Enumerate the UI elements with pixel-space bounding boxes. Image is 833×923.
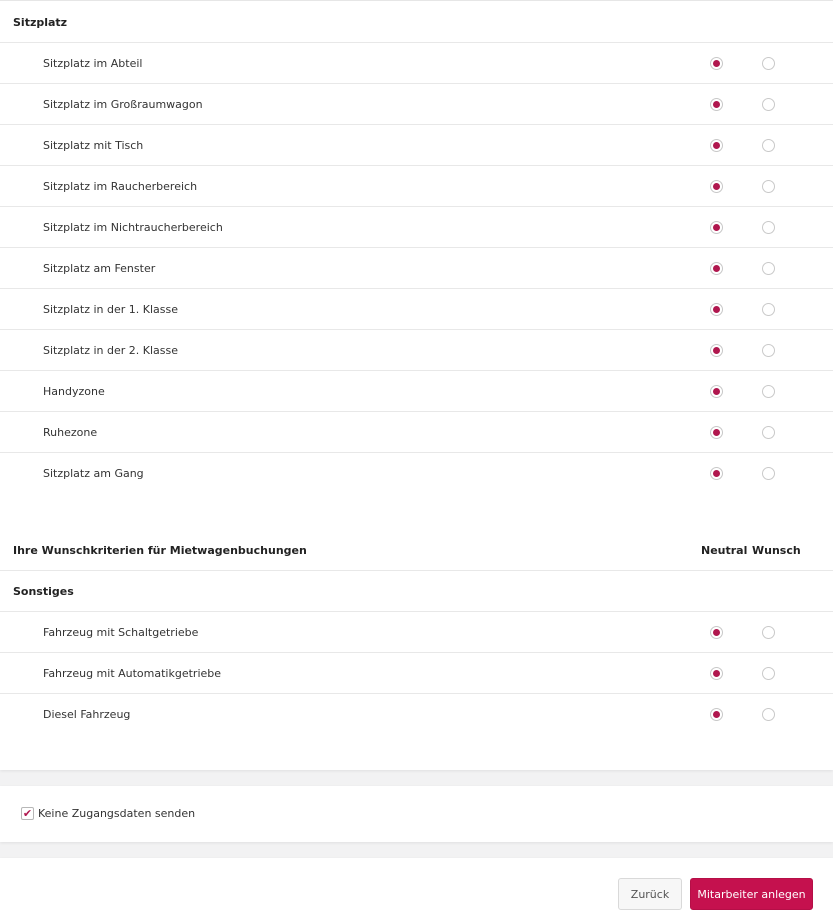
preference-label: Sitzplatz am Fenster xyxy=(43,261,156,275)
preference-row xyxy=(0,371,833,412)
rail-section-header xyxy=(0,2,833,43)
form-actions-card xyxy=(0,858,833,923)
preference-label: Sitzplatz am Gang xyxy=(43,467,144,480)
radio-neutral[interactable] xyxy=(710,385,723,398)
radio-wunsch[interactable] xyxy=(762,262,775,275)
preference-label: Diesel Fahrzeug xyxy=(43,708,131,721)
preference-row xyxy=(0,330,833,371)
radio-wunsch[interactable] xyxy=(762,57,775,70)
radio-neutral[interactable] xyxy=(710,139,723,152)
back-button[interactable]: Zurück xyxy=(618,878,682,910)
radio-wunsch[interactable] xyxy=(762,626,775,639)
preference-label: Fahrzeug mit Schaltgetriebe xyxy=(43,625,199,639)
preference-row xyxy=(0,84,833,125)
radio-neutral[interactable] xyxy=(710,667,723,680)
radio-wunsch[interactable] xyxy=(762,180,775,193)
radio-neutral[interactable] xyxy=(710,221,723,234)
preference-label: Sitzplatz im Großraumwagon xyxy=(43,97,203,111)
radio-wunsch[interactable] xyxy=(762,467,775,480)
car-criteria-header xyxy=(0,530,833,571)
radio-wunsch[interactable] xyxy=(762,98,775,111)
radio-neutral[interactable] xyxy=(710,57,723,70)
radio-wunsch[interactable] xyxy=(762,667,775,680)
radio-neutral[interactable] xyxy=(710,303,723,316)
car-criteria-heading: Ihre Wunschkriterien für Mietwagenbuchungen xyxy=(13,543,307,557)
preference-row xyxy=(0,653,833,694)
preference-label: Sitzplatz mit Tisch xyxy=(43,138,144,152)
preference-row xyxy=(0,412,833,453)
column-header-neutral: Neutral xyxy=(701,543,748,557)
radio-wunsch[interactable] xyxy=(762,303,775,316)
radio-wunsch[interactable] xyxy=(762,385,775,398)
preference-label: Sitzplatz in der 1. Klasse xyxy=(43,302,179,316)
radio-wunsch[interactable] xyxy=(762,708,775,721)
preference-row xyxy=(0,166,833,207)
preference-label: Sitzplatz im Raucherbereich xyxy=(43,179,198,193)
radio-wunsch[interactable] xyxy=(762,344,775,357)
preference-label: Sitzplatz in der 2. Klasse xyxy=(43,343,179,357)
preference-row xyxy=(0,289,833,330)
preference-label: Ruhezone xyxy=(43,425,98,439)
preference-row xyxy=(0,248,833,289)
section-label-sitzplatz: Sitzplatz xyxy=(13,15,68,29)
radio-wunsch[interactable] xyxy=(762,139,775,152)
radio-neutral[interactable] xyxy=(710,426,723,439)
no-credentials-label: Keine Zugangsdaten senden xyxy=(38,807,196,820)
preference-label: Sitzplatz im Abteil xyxy=(43,56,143,70)
preference-row xyxy=(0,612,833,653)
preference-row xyxy=(0,694,833,735)
column-header-wunsch: Wunsch xyxy=(752,543,801,557)
radio-neutral[interactable] xyxy=(710,262,723,275)
create-employee-button[interactable]: Mitarbeiter anlegen xyxy=(690,878,813,910)
radio-wunsch[interactable] xyxy=(762,221,775,234)
radio-neutral[interactable] xyxy=(710,180,723,193)
section-label-sonstiges: Sonstiges xyxy=(13,584,74,598)
radio-neutral[interactable] xyxy=(710,467,723,480)
radio-wunsch[interactable] xyxy=(762,426,775,439)
preference-label: Fahrzeug mit Automatikgetriebe xyxy=(43,666,222,680)
radio-neutral[interactable] xyxy=(710,626,723,639)
preference-row xyxy=(0,43,833,84)
preference-row xyxy=(0,453,833,494)
preference-row xyxy=(0,207,833,248)
no-credentials-checkbox[interactable]: ✔ xyxy=(22,807,33,820)
preference-label: Handyzone xyxy=(43,384,105,398)
preference-label: Sitzplatz im Nichtraucherbereich xyxy=(43,220,223,234)
radio-neutral[interactable] xyxy=(710,708,723,721)
radio-neutral[interactable] xyxy=(710,344,723,357)
car-section-header xyxy=(0,571,833,612)
access-data-card xyxy=(0,786,833,842)
radio-neutral[interactable] xyxy=(710,98,723,111)
preference-row xyxy=(0,125,833,166)
